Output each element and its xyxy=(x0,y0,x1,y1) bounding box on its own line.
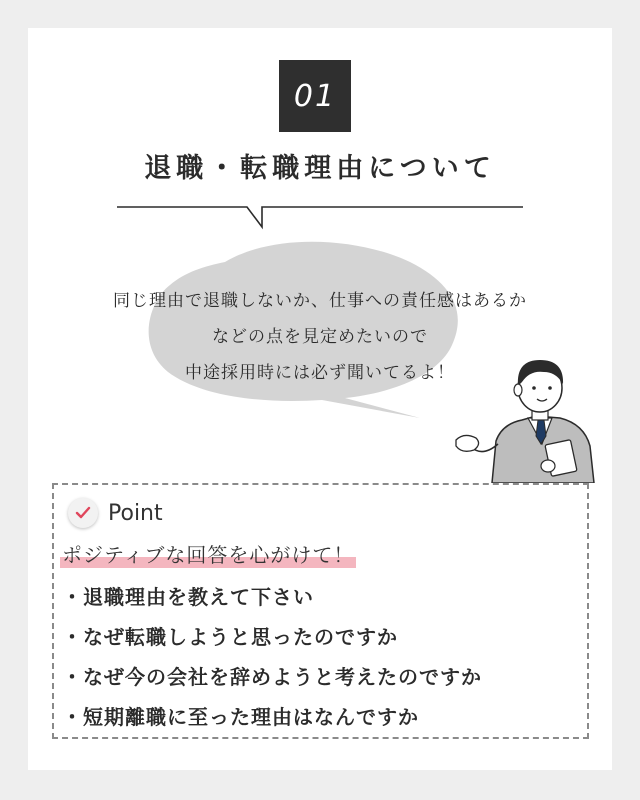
section-number: 01 xyxy=(293,78,337,114)
section-title: 退職・転職理由について xyxy=(144,153,496,184)
point-label: Point xyxy=(108,500,163,526)
list-item: ・短期離職に至った理由はなんですか xyxy=(62,705,419,729)
point-header xyxy=(68,497,163,529)
list-item: ・なぜ転職しようと思ったのですか xyxy=(62,625,398,649)
list-item: ・なぜ今の会社を辞めようと考えたのですか xyxy=(62,665,482,689)
speech-line: 中途採用時には必ず聞いてるよ！ xyxy=(185,363,455,383)
businessman-illustration xyxy=(452,346,602,483)
question-list xyxy=(62,577,482,737)
point-box xyxy=(52,483,589,739)
list-item: ・退職理由を教えて下さい xyxy=(62,585,314,609)
speech-line: 同じ理由で退職しないか、仕事への責任感はあるか xyxy=(113,291,527,311)
speech-line: などの点を見定めたいので xyxy=(212,327,428,347)
check-icon xyxy=(68,498,98,528)
highlight-text: ポジティブな回答を心がけて！ xyxy=(60,539,356,568)
